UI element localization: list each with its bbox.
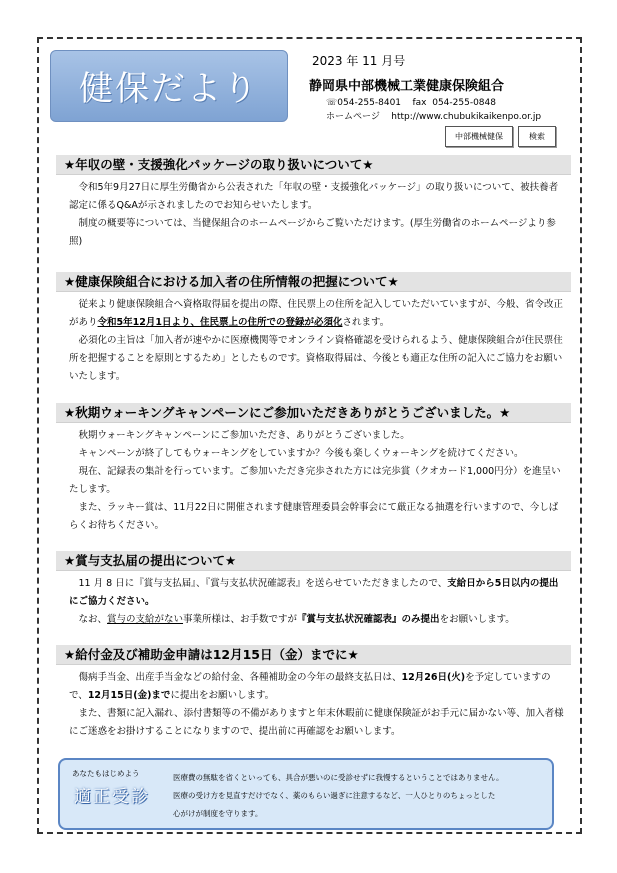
- emphasis-text: 令和5年12月1日より、住民票上の住所での登録が必須化: [97, 317, 343, 328]
- search-term-box: 中部機械健保: [445, 126, 513, 147]
- underlined-text: 賞与の支給がない: [107, 614, 184, 625]
- notice-text: 心がけが制度を守ります。: [173, 809, 263, 818]
- emphasis-text: 『賞与支払状況確認表』のみ提出: [297, 614, 440, 625]
- paragraph: 傷病手当金、出産手当金などの給付金、各種補助金の今年の最終支払日は、12月26日(火)を予定していますので、12月15日(金)までに提出をお願いします。: [69, 672, 551, 701]
- section-bonus-report: [56, 551, 571, 629]
- homepage-label: ホームページ: [326, 112, 380, 122]
- paragraph: 必須化の主旨は「加入者が速やかに医療機関等でオンライン資格確認を受けられるよう、健康保険組合が住民票住所を把握することを原則とするため」としたものです。資格取得届は、今後とも適正な住所の記入にご協力をお願いいたします。: [69, 335, 563, 382]
- section-heading: ★賞与支払届の提出について★: [56, 551, 571, 571]
- newsletter-logo: [50, 50, 288, 122]
- phone-icon: ☏: [326, 98, 338, 108]
- section-heading: ★健康保険組合における加入者の住所情報の把握について★: [56, 272, 571, 292]
- proper-consultation-notice: [58, 758, 554, 830]
- homepage-url[interactable]: http://www.chubukikaikenpo.or.jp: [391, 112, 542, 122]
- section-benefit-deadline: [56, 645, 571, 741]
- paragraph: また、書類に記入漏れ、添付書類等の不備がありますと年末休暇前に健康保険証がお手元に届かない等、加入者様にご迷惑をお掛けすることになりますので、提出前に再確認をお願いします。: [69, 708, 564, 737]
- paragraph: また、ラッキー賞は、11月22日に開催されます健康管理委員会幹事会にて厳正なる抽選を行いますので、今しばらくお待ちください。: [69, 502, 559, 531]
- emphasis-text: 12月26日(火): [401, 672, 466, 683]
- paragraph: 現在、記録表の集計を行っています。ご参加いただき完歩された方には完歩賞（クオカード1,000円分）を進呈いたします。: [69, 466, 561, 495]
- fax-number: 054-255-0848: [432, 98, 496, 108]
- issue-date: 2023 年 11 月号: [312, 54, 406, 68]
- notice-text: 医療の受け方を見直すだけでなく、薬のもらい過ぎに注意するなど、一人ひとりのちょっとした: [173, 791, 496, 800]
- paragraph: 令和5年9月27日に厚生労働省から公表された「年収の壁・支援強化パッケージ」の取り扱いについて、被扶養者認定に係るQ&Aが示されましたのでお知らせいたします。: [69, 182, 559, 211]
- section-heading: ★年収の壁・支援強化パッケージの取り扱いについて★: [56, 155, 571, 175]
- tel-number: 054-255-8401: [337, 98, 402, 108]
- emphasis-text: 12月15日(金)まで: [87, 690, 171, 701]
- paragraph: キャンペーンが終了してもウォーキングをしていますか？今後も楽しくウォーキングを続けてください。: [78, 448, 524, 459]
- notice-caption: あなたもはじめよう: [72, 769, 140, 778]
- notice-title: 適正受診: [74, 787, 150, 807]
- paragraph: なお、賞与の支給がない事業所様は、お手数ですが『賞与支払状況確認表』のみ提出をお願いします。: [78, 614, 515, 625]
- paragraph: 従来より健康保険組合へ資格取得届を提出の際、住民票上の住所を記入していただいていますが、今般、省令改正があり令和5年12月1日より、住民票上の住所での登録が必須化されます。: [69, 299, 564, 328]
- paragraph: 制度の概要等については、当健保組合のホームページからご覧いただけます。(厚生労働省のホームページより参照): [69, 218, 556, 247]
- paragraph: 11 月 8 日に『賞与支払届』、『賞与支払状況確認表』を送らせていただきましたので、支給日から5日以内の提出にご協力ください。: [69, 578, 559, 607]
- section-income-wall: [56, 155, 571, 251]
- search-button[interactable]: 検索: [518, 126, 556, 147]
- fax-label: fax: [412, 98, 427, 108]
- section-heading: ★給付金及び補助金申請は12月15日（金）までに★: [56, 645, 571, 665]
- section-walking-campaign: [56, 403, 571, 535]
- emphasis-text: 支給日から5日以内の提出にご協力ください。: [69, 578, 559, 607]
- section-address-info: [56, 272, 571, 386]
- paragraph: 秋期ウォーキングキャンペーンにご参加いただき、ありがとうございました。: [78, 430, 410, 441]
- contact-info: [326, 96, 541, 124]
- section-heading: ★秋期ウォーキングキャンペーンにご参加いただきありがとうございました。★: [56, 403, 571, 423]
- logo-text: 健保だより: [79, 69, 259, 109]
- notice-text: 医療費の無駄を省くといっても、具合が悪いのに受診せずに我慢するということではありません。: [173, 773, 504, 782]
- organization-name: 静岡県中部機械工業健康保険組合: [309, 79, 505, 94]
